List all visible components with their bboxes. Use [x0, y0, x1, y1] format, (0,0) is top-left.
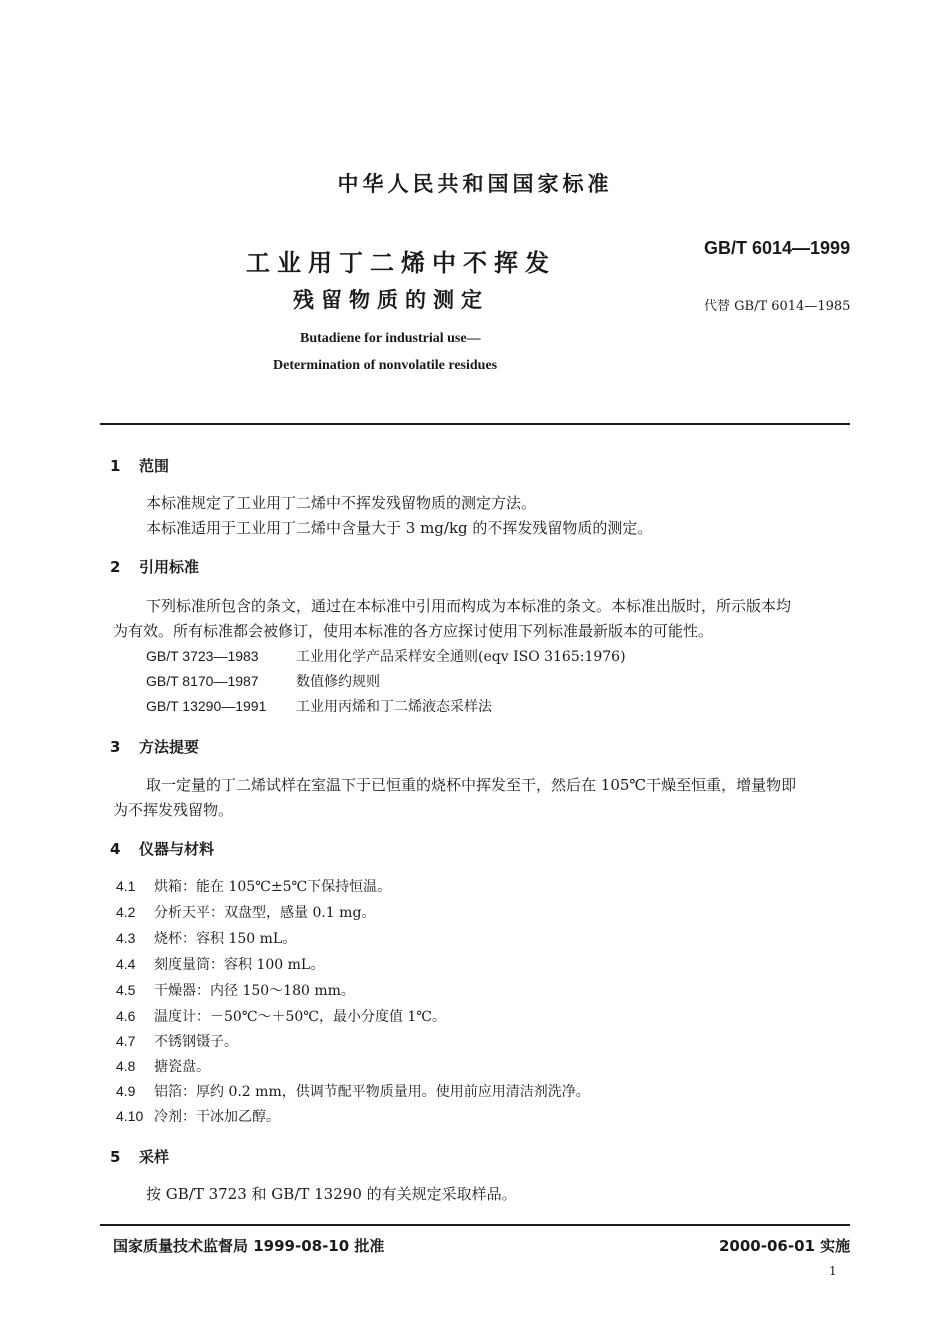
item-number: 4.1 [116, 878, 136, 894]
item-text: 铝箔：厚约 0.2 mm，供调节配平物质量用。使用前应用清洁剂洗净。 [154, 1084, 590, 1100]
item-number: 4.2 [116, 904, 136, 920]
section-2-heading [110, 556, 199, 577]
section-title: 采样 [139, 1148, 170, 1166]
reference-item [146, 696, 492, 716]
replaces-standard: 代替 GB/T 6014—1985 [704, 299, 851, 314]
list-item [116, 1006, 446, 1026]
section-2-paragraph-line1: 下列标准所包含的条文，通过在本标准中引用而构成为本标准的条文。本标准出版时，所示版本均 [146, 597, 792, 615]
section-4-heading [110, 838, 214, 859]
item-text: 分析天平：双盘型，感量 0.1 mg。 [154, 905, 376, 921]
item-text: 烘箱：能在 105℃±5℃下保持恒温。 [154, 879, 392, 895]
list-item [116, 928, 296, 948]
item-number: 4.6 [116, 1008, 136, 1024]
section-2-paragraph-line2: 为有效。所有标准都会被修订，使用本标准的各方应探讨使用下列标准最新版本的可能性。 [113, 622, 714, 640]
section-title: 引用标准 [139, 558, 200, 576]
list-item [116, 1106, 280, 1126]
list-item [116, 1031, 238, 1051]
section-title: 方法提要 [139, 738, 200, 756]
section-3-heading [110, 736, 199, 757]
section-number: 2 [110, 558, 121, 576]
reference-title: 工业用丙烯和丁二烯液态采样法 [296, 699, 492, 715]
item-number: 4.8 [116, 1058, 136, 1074]
page-number: 1 [829, 1264, 837, 1278]
reference-code: GB/T 8170—1987 [146, 673, 259, 689]
item-number: 4.5 [116, 982, 136, 998]
section-5-heading [110, 1146, 169, 1167]
item-text: 温度计：－50℃～＋50℃，最小分度值 1℃。 [154, 1009, 446, 1025]
bottom-divider [100, 1224, 850, 1226]
list-item [116, 980, 355, 1000]
item-number: 4.7 [116, 1033, 136, 1049]
list-item [116, 1081, 590, 1101]
reference-code: GB/T 3723—1983 [146, 648, 259, 664]
section-title: 仪器与材料 [139, 840, 215, 858]
reference-item [146, 646, 626, 666]
item-number: 4.3 [116, 930, 136, 946]
section-number: 5 [110, 1148, 121, 1166]
title-zh-line1: 工业用丁二烯中不挥发 [246, 249, 556, 277]
section-3-paragraph-line1: 取一定量的丁二烯试样在室温下于已恒重的烧杯中挥发至干，然后在 105℃干燥至恒重，增量物即 [146, 776, 797, 794]
section-3-paragraph-line2: 为不挥发残留物。 [113, 801, 234, 819]
section-1-heading [110, 455, 169, 476]
section-title: 范围 [139, 457, 170, 475]
approval-line: 国家质量技术监督局 1999-08-10 批准 [113, 1237, 385, 1255]
national-standard-heading: 中华人民共和国国家标准 [337, 172, 613, 196]
reference-title: 数值修约规则 [296, 674, 380, 690]
top-divider [100, 423, 850, 425]
reference-item [146, 671, 380, 691]
item-text: 刻度量筒：容积 100 mL。 [154, 957, 325, 973]
section-1-paragraph-2: 本标准适用于工业用丁二烯中含量大于 3 mg/kg 的不挥发残留物质的测定。 [146, 519, 653, 537]
list-item [116, 902, 375, 922]
item-text: 不锈钢镊子。 [154, 1034, 238, 1050]
item-number: 4.4 [116, 956, 136, 972]
standard-code: GB/T 6014—1999 [704, 238, 851, 258]
section-5-paragraph: 按 GB/T 3723 和 GB/T 13290 的有关规定采取样品。 [146, 1185, 517, 1203]
title-en-line2: Determination of nonvolatile residues [273, 358, 498, 373]
list-item [116, 1056, 210, 1076]
item-text: 干燥器：内径 150～180 mm。 [154, 983, 355, 999]
list-item [116, 954, 324, 974]
item-text: 搪瓷盘。 [154, 1059, 210, 1075]
title-zh-line2: 残留物质的测定 [293, 288, 489, 312]
item-text: 烧杯：容积 150 mL。 [154, 931, 297, 947]
list-item [116, 876, 391, 896]
item-number: 4.10 [116, 1108, 144, 1124]
reference-title: 工业用化学产品采样安全通则(eqv ISO 3165:1976) [296, 649, 626, 665]
reference-code: GB/T 13290—1991 [146, 698, 267, 714]
title-en-line1: Butadiene for industrial use— [300, 331, 481, 346]
effective-date: 2000-06-01 实施 [719, 1237, 851, 1255]
section-1-paragraph-1: 本标准规定了工业用丁二烯中不挥发残留物质的测定方法。 [146, 494, 537, 512]
item-text: 冷剂：干冰加乙醇。 [154, 1109, 280, 1125]
section-number: 3 [110, 738, 121, 756]
item-number: 4.9 [116, 1083, 136, 1099]
section-number: 1 [110, 457, 121, 475]
section-number: 4 [110, 840, 121, 858]
